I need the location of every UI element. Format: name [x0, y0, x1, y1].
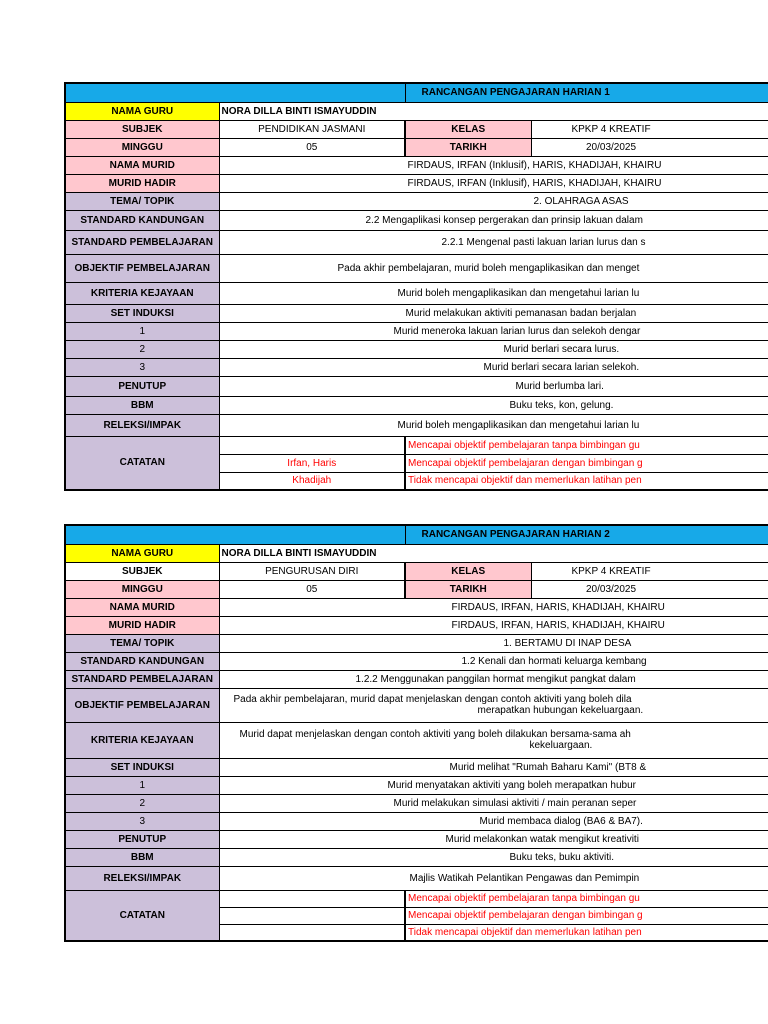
label-step-1: 1 [65, 776, 219, 794]
label-nama-guru: NAMA GURU [65, 544, 219, 562]
label-step-2: 2 [65, 340, 219, 358]
label-objektif: OBJEKTIF PEMBELAJARAN [65, 688, 219, 722]
value-standard-kandungan[interactable]: 2.2 Mengaplikasi konsep pergerakan dan prinsip lakuan dalam [219, 210, 768, 230]
label-kelas: KELAS [405, 562, 531, 580]
catatan-names-2[interactable] [219, 907, 405, 924]
value-step-2[interactable]: Murid berlari secara lurus. [219, 340, 768, 358]
title-blank-cell [65, 83, 405, 102]
value-kelas[interactable]: KPKP 4 KREATIF [531, 120, 768, 138]
catatan-text-2: Mencapai objektif pembelajaran dengan bimbingan g [405, 454, 768, 472]
label-refleksi: RELEKSI/IMPAK [65, 414, 219, 436]
value-refleksi[interactable]: Majlis Watikah Pelantikan Pengawas dan Pemimpin [219, 866, 768, 890]
label-tema: TEMA/ TOPIK [65, 192, 219, 210]
value-refleksi[interactable]: Murid boleh mengaplikasikan dan mengetahui larian lu [219, 414, 768, 436]
value-kriteria[interactable]: Murid boleh mengaplikasikan dan mengetahui larian lu [219, 282, 768, 304]
value-penutup[interactable]: Murid melakonkan watak mengikut kreativiti [219, 830, 768, 848]
label-murid-hadir: MURID HADIR [65, 616, 219, 634]
label-bbm: BBM [65, 848, 219, 866]
label-bbm: BBM [65, 396, 219, 414]
value-minggu[interactable]: 05 [219, 580, 405, 598]
value-step-2[interactable]: Murid melakukan simulasi aktiviti / main peranan seper [219, 794, 768, 812]
label-nama-guru: NAMA GURU [65, 102, 219, 120]
kriteria-line-2: kekeluargaan. [529, 740, 593, 751]
value-nama-guru[interactable]: NORA DILLA BINTI ISMAYUDDIN [219, 544, 768, 562]
value-set-induksi[interactable]: Murid melakukan aktiviti pemanasan badan berjalan [219, 304, 768, 322]
value-standard-pembelajaran[interactable]: 1.2.2 Menggunakan panggilan hormat mengikut pangkat dalam [219, 670, 768, 688]
catatan-text-3: Tidak mencapai objektif dan memerlukan latihan pen [405, 924, 768, 941]
catatan-names-1[interactable] [219, 436, 405, 454]
catatan-names-1[interactable] [219, 890, 405, 907]
label-nama-murid: NAMA MURID [65, 598, 219, 616]
value-bbm[interactable]: Buku teks, kon, gelung. [219, 396, 768, 414]
value-standard-kandungan[interactable]: 1.2 Kenali dan hormati keluarga kembang [219, 652, 768, 670]
label-catatan: CATATAN [65, 436, 219, 490]
value-penutup[interactable]: Murid berlumba lari. [219, 376, 768, 396]
value-murid-hadir[interactable]: FIRDAUS, IRFAN (Inklusif), HARIS, KHADIJAH, KHAIRU [219, 174, 768, 192]
page-title-text: RANCANGAN PENGAJARAN HARIAN 2 [421, 529, 610, 541]
label-standard-pembelajaran: STANDARD PEMBELAJARAN [65, 670, 219, 688]
label-standard-kandungan: STANDARD KANDUNGAN [65, 210, 219, 230]
kriteria-line-1: Murid dapat menjelaskan dengan contoh aktiviti yang boleh dilakukan bersama-sama ah [239, 729, 631, 740]
label-penutup: PENUTUP [65, 376, 219, 396]
label-minggu: MINGGU [65, 580, 219, 598]
label-step-1: 1 [65, 322, 219, 340]
value-tema[interactable]: 1. BERTAMU DI INAP DESA [219, 634, 768, 652]
label-step-2: 2 [65, 794, 219, 812]
catatan-names-3[interactable] [219, 924, 405, 941]
value-objektif[interactable]: Pada akhir pembelajaran, murid boleh mengaplikasikan dan menget [219, 254, 768, 282]
label-tarikh: TARIKH [405, 138, 531, 156]
label-tema: TEMA/ TOPIK [65, 634, 219, 652]
label-kriteria: KRITERIA KEJAYAAN [65, 282, 219, 304]
value-objektif[interactable] [219, 688, 768, 722]
label-step-3: 3 [65, 358, 219, 376]
rph-sheet-2 [64, 524, 768, 942]
value-kelas[interactable]: KPKP 4 KREATIF [531, 562, 768, 580]
label-refleksi: RELEKSI/IMPAK [65, 866, 219, 890]
value-tema[interactable]: 2. OLAHRAGA ASAS [219, 192, 768, 210]
value-kriteria[interactable] [219, 722, 768, 758]
label-catatan: CATATAN [65, 890, 219, 941]
value-subjek[interactable]: PENDIDIKAN JASMANI [219, 120, 405, 138]
rph-table-1 [64, 82, 768, 491]
value-tarikh[interactable]: 20/03/2025 [531, 580, 768, 598]
label-murid-hadir: MURID HADIR [65, 174, 219, 192]
value-set-induksi[interactable]: Murid melihat "Rumah Baharu Kami" (BT8 & [219, 758, 768, 776]
label-tarikh: TARIKH [405, 580, 531, 598]
title-blank-cell [65, 525, 405, 544]
catatan-names-2[interactable]: Irfan, Haris [219, 454, 405, 472]
value-subjek[interactable]: PENGURUSAN DIRI [219, 562, 405, 580]
value-minggu[interactable]: 05 [219, 138, 405, 156]
value-step-1[interactable]: Murid menyatakan aktiviti yang boleh merapatkan hubur [219, 776, 768, 794]
value-nama-guru[interactable]: NORA DILLA BINTI ISMAYUDDIN [219, 102, 768, 120]
label-subjek: SUBJEK [65, 562, 219, 580]
page-title [405, 83, 768, 102]
label-nama-murid: NAMA MURID [65, 156, 219, 174]
objektif-line-2: merapatkan hubungan kekeluargaan. [477, 705, 644, 716]
label-objektif: OBJEKTIF PEMBELAJARAN [65, 254, 219, 282]
catatan-names-3[interactable]: Khadijah [219, 472, 405, 490]
label-set-induksi: SET INDUKSI [65, 304, 219, 322]
label-minggu: MINGGU [65, 138, 219, 156]
label-kelas: KELAS [405, 120, 531, 138]
catatan-text-1: Mencapai objektif pembelajaran tanpa bimbingan gu [405, 890, 768, 907]
label-standard-pembelajaran: STANDARD PEMBELAJARAN [65, 230, 219, 254]
page-title-text: RANCANGAN PENGAJARAN HARIAN 1 [421, 87, 610, 99]
label-set-induksi: SET INDUKSI [65, 758, 219, 776]
rph-table-2 [64, 524, 768, 942]
catatan-text-1: Mencapai objektif pembelajaran tanpa bimbingan gu [405, 436, 768, 454]
value-tarikh[interactable]: 20/03/2025 [531, 138, 768, 156]
objektif-line-1: Pada akhir pembelajaran, murid dapat menjelaskan dengan contoh aktiviti yang boleh dila [233, 694, 632, 705]
label-subjek: SUBJEK [65, 120, 219, 138]
page-title [405, 525, 768, 544]
label-kriteria: KRITERIA KEJAYAAN [65, 722, 219, 758]
label-step-3: 3 [65, 812, 219, 830]
value-step-3[interactable]: Murid membaca dialog (BA6 & BA7). [219, 812, 768, 830]
value-step-3[interactable]: Murid berlari secara larian selekoh. [219, 358, 768, 376]
value-step-1[interactable]: Murid meneroka lakuan larian lurus dan selekoh dengar [219, 322, 768, 340]
catatan-text-3: Tidak mencapai objektif dan memerlukan latihan pen [405, 472, 768, 490]
catatan-text-2: Mencapai objektif pembelajaran dengan bimbingan g [405, 907, 768, 924]
label-standard-kandungan: STANDARD KANDUNGAN [65, 652, 219, 670]
value-nama-murid[interactable]: FIRDAUS, IRFAN, HARIS, KHADIJAH, KHAIRU [219, 598, 768, 616]
value-nama-murid[interactable]: FIRDAUS, IRFAN (Inklusif), HARIS, KHADIJAH, KHAIRU [219, 156, 768, 174]
value-bbm[interactable]: Buku teks, buku aktiviti. [219, 848, 768, 866]
value-standard-pembelajaran[interactable]: 2.2.1 Mengenal pasti lakuan larian lurus dan s [219, 230, 768, 254]
label-penutup: PENUTUP [65, 830, 219, 848]
rph-sheet-1 [64, 82, 768, 491]
value-murid-hadir[interactable]: FIRDAUS, IRFAN, HARIS, KHADIJAH, KHAIRU [219, 616, 768, 634]
